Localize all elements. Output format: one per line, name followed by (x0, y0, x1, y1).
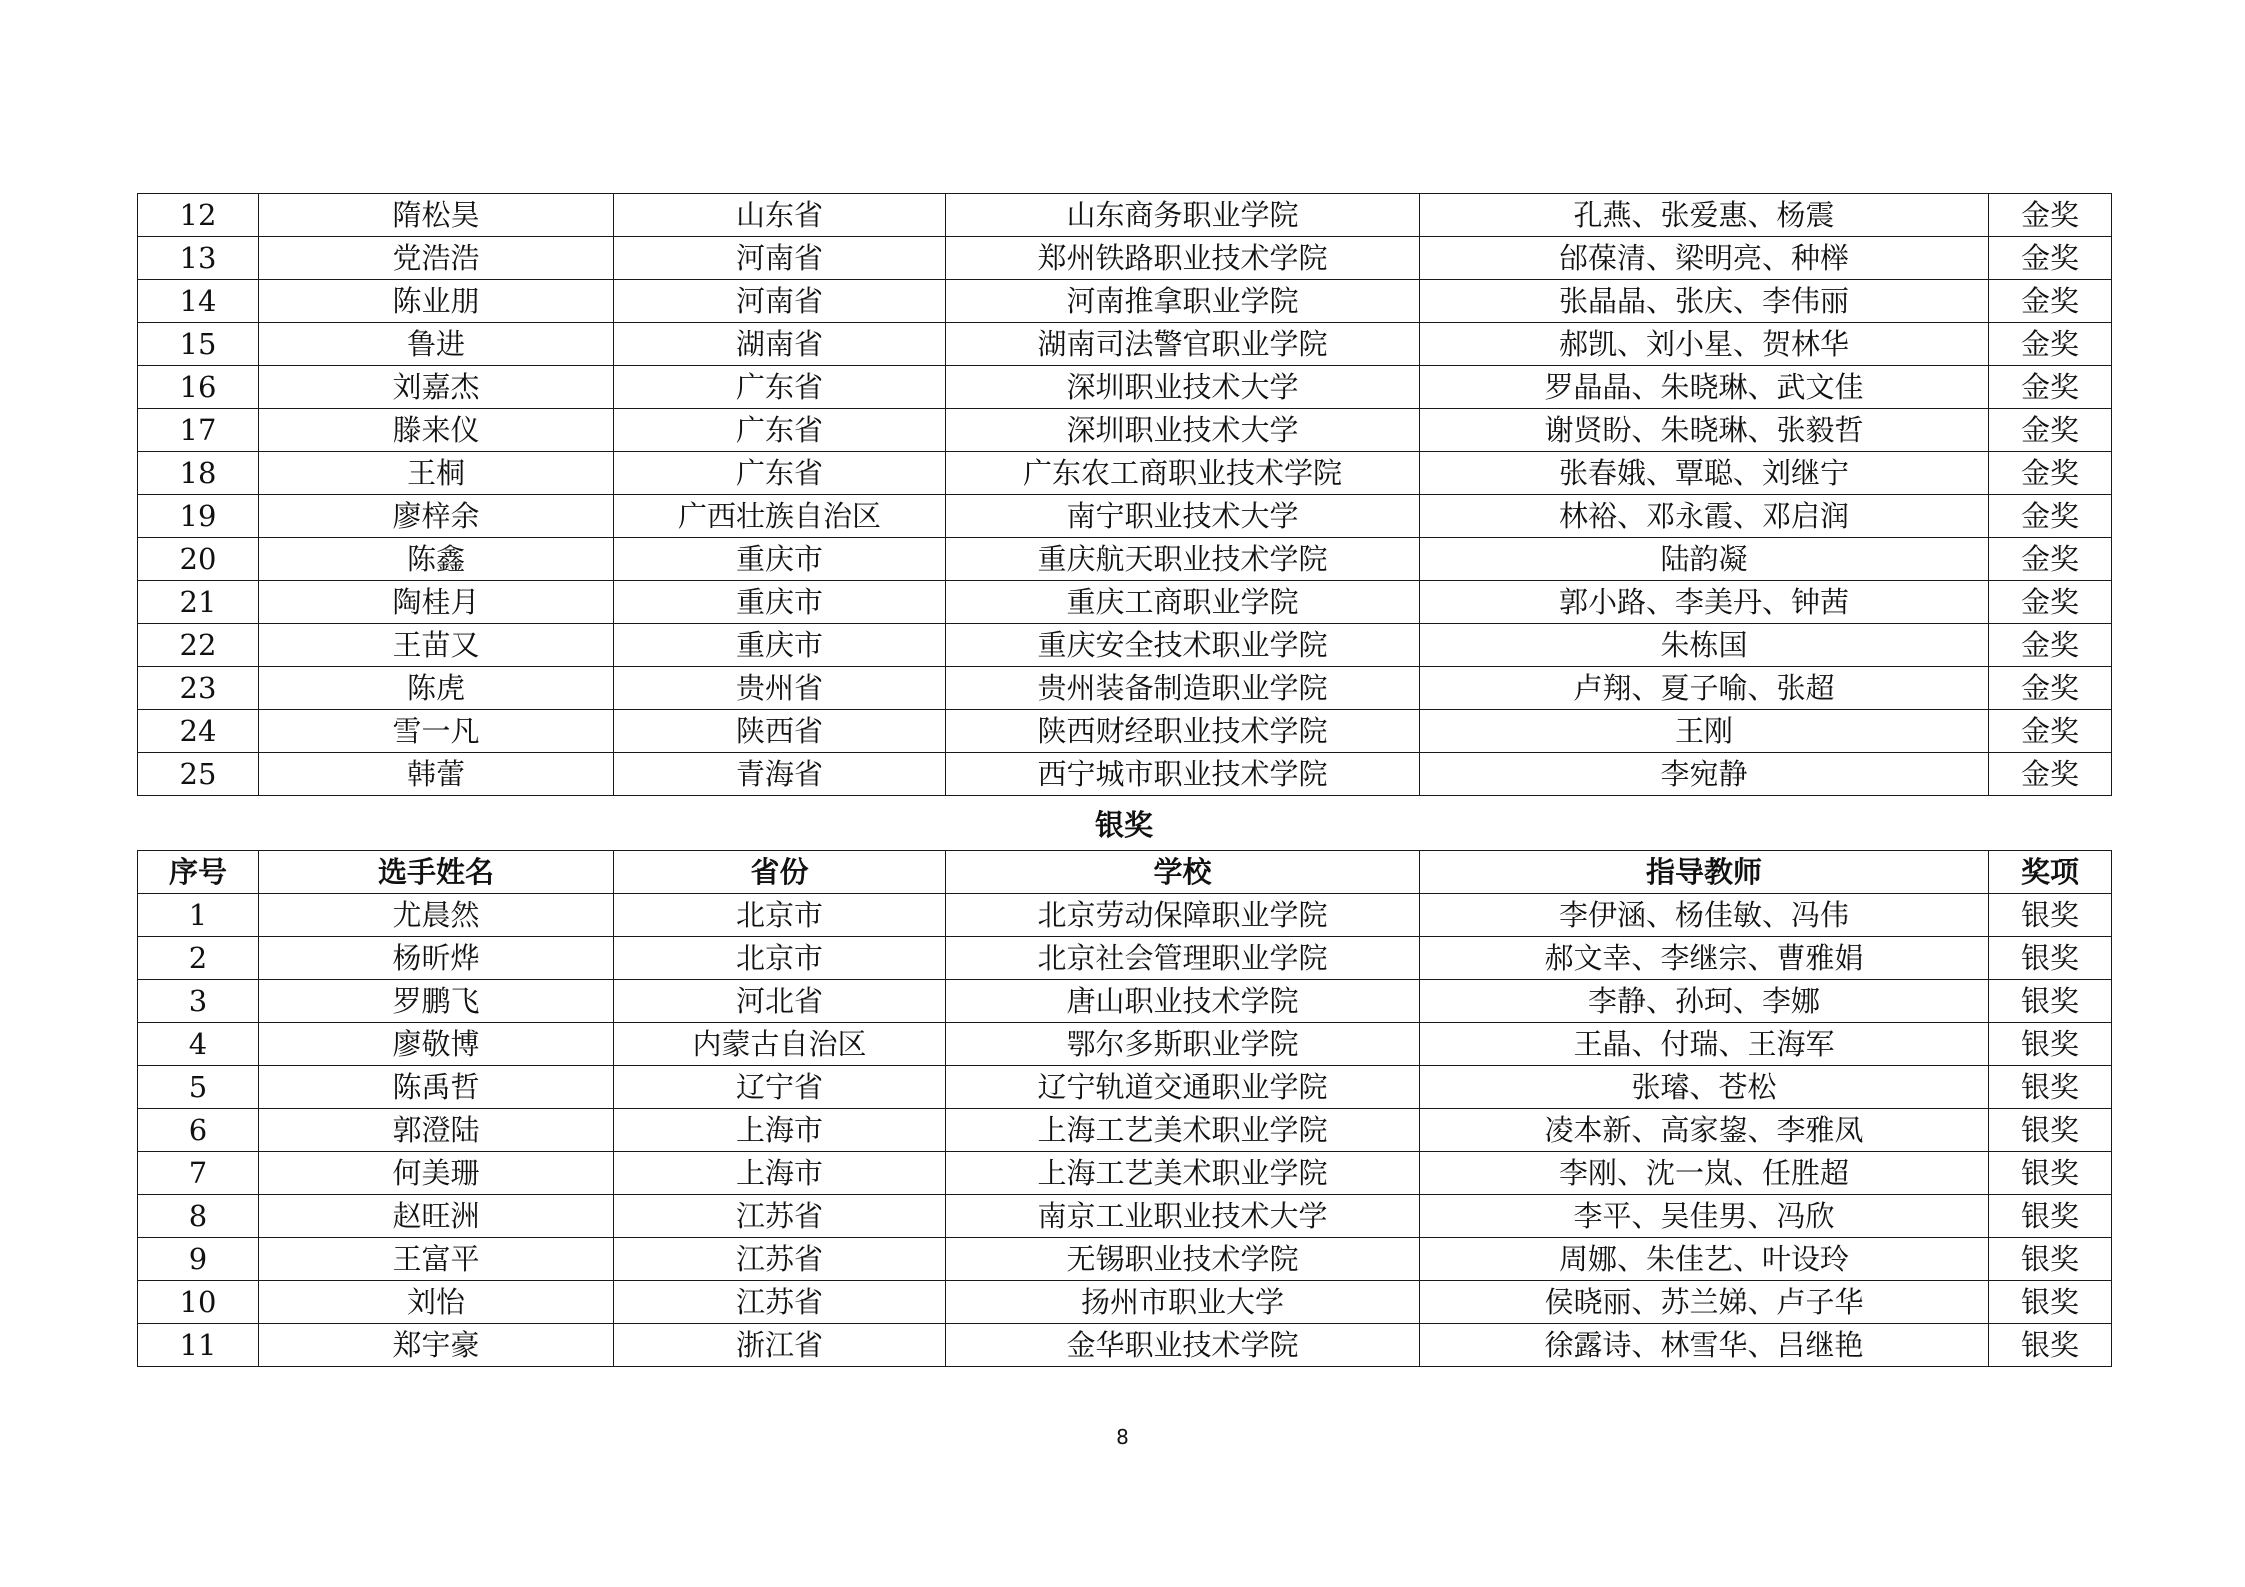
cell-award: 金奖 (1989, 237, 2112, 280)
cell-award: 金奖 (1989, 710, 2112, 753)
cell-award: 金奖 (1989, 452, 2112, 495)
cell-school: 深圳职业技术大学 (946, 366, 1420, 409)
cell-name: 陈虎 (259, 667, 614, 710)
cell-teachers: 林裕、邓永霞、邓启润 (1420, 495, 1989, 538)
cell-teachers: 张璿、苍松 (1420, 1066, 1989, 1109)
cell-teachers: 卢翔、夏子喻、张超 (1420, 667, 1989, 710)
table-row (138, 1324, 2112, 1367)
cell-teachers: 李宛静 (1420, 753, 1989, 796)
cell-award: 金奖 (1989, 667, 2112, 710)
silver-section-title: 银奖 (1094, 808, 1153, 842)
cell-province: 浙江省 (614, 1324, 946, 1367)
cell-name: 陈业朋 (259, 280, 614, 323)
cell-province: 湖南省 (614, 323, 946, 366)
cell-name: 党浩浩 (259, 237, 614, 280)
cell-name: 王苗又 (259, 624, 614, 667)
table-row (138, 581, 2112, 624)
table-row (138, 280, 2112, 323)
cell-teachers: 罗晶晶、朱晓琳、武文佳 (1420, 366, 1989, 409)
cell-province: 重庆市 (614, 581, 946, 624)
cell-award: 银奖 (1989, 1324, 2112, 1367)
cell-teachers: 朱栋国 (1420, 624, 1989, 667)
gold-table-body (138, 194, 2112, 796)
cell-no: 9 (138, 1238, 259, 1281)
cell-award: 银奖 (1989, 894, 2112, 937)
cell-province: 江苏省 (614, 1281, 946, 1324)
cell-school: 北京社会管理职业学院 (946, 937, 1420, 980)
table-row (138, 937, 2112, 980)
cell-school: 扬州市职业大学 (946, 1281, 1420, 1324)
cell-teachers: 徐露诗、林雪华、吕继艳 (1420, 1324, 1989, 1367)
cell-province: 北京市 (614, 937, 946, 980)
cell-province: 广东省 (614, 409, 946, 452)
cell-province: 河南省 (614, 280, 946, 323)
cell-province: 山东省 (614, 194, 946, 237)
cell-province: 江苏省 (614, 1195, 946, 1238)
cell-name: 廖敬博 (259, 1023, 614, 1066)
cell-name: 滕来仪 (259, 409, 614, 452)
cell-award: 金奖 (1989, 409, 2112, 452)
cell-school: 山东商务职业学院 (946, 194, 1420, 237)
cell-school: 南宁职业技术大学 (946, 495, 1420, 538)
cell-award: 银奖 (1989, 1238, 2112, 1281)
cell-province: 河北省 (614, 980, 946, 1023)
page-number: 8 (1116, 1425, 1129, 1449)
cell-name: 郑宇豪 (259, 1324, 614, 1367)
cell-no: 15 (138, 323, 259, 366)
cell-teachers: 张春娥、覃聪、刘继宁 (1420, 452, 1989, 495)
cell-name: 隋松昊 (259, 194, 614, 237)
cell-name: 廖梓余 (259, 495, 614, 538)
cell-province: 上海市 (614, 1152, 946, 1195)
cell-province: 陕西省 (614, 710, 946, 753)
cell-school: 郑州铁路职业技术学院 (946, 237, 1420, 280)
cell-province: 内蒙古自治区 (614, 1023, 946, 1066)
cell-school: 鄂尔多斯职业学院 (946, 1023, 1420, 1066)
cell-no: 14 (138, 280, 259, 323)
cell-no: 25 (138, 753, 259, 796)
cell-teachers: 侯晓丽、苏兰娣、卢子华 (1420, 1281, 1989, 1324)
cell-no: 19 (138, 495, 259, 538)
cell-school: 金华职业技术学院 (946, 1324, 1420, 1367)
cell-name: 王桐 (259, 452, 614, 495)
cell-no: 2 (138, 937, 259, 980)
cell-name: 杨昕烨 (259, 937, 614, 980)
table-row (138, 194, 2112, 237)
cell-school: 重庆航天职业技术学院 (946, 538, 1420, 581)
cell-name: 何美珊 (259, 1152, 614, 1195)
cell-teachers: 李刚、沈一岚、任胜超 (1420, 1152, 1989, 1195)
table-row (138, 1109, 2112, 1152)
cell-school: 无锡职业技术学院 (946, 1238, 1420, 1281)
cell-award: 金奖 (1989, 624, 2112, 667)
header-no: 序号 (138, 851, 259, 894)
cell-award: 银奖 (1989, 1066, 2112, 1109)
cell-teachers: 张晶晶、张庆、李伟丽 (1420, 280, 1989, 323)
cell-school: 唐山职业技术学院 (946, 980, 1420, 1023)
cell-no: 20 (138, 538, 259, 581)
header-name: 选手姓名 (259, 851, 614, 894)
cell-teachers: 陆韵凝 (1420, 538, 1989, 581)
cell-school: 北京劳动保障职业学院 (946, 894, 1420, 937)
cell-award: 金奖 (1989, 495, 2112, 538)
cell-no: 3 (138, 980, 259, 1023)
table-row (138, 1023, 2112, 1066)
cell-award: 银奖 (1989, 980, 2112, 1023)
cell-name: 陈鑫 (259, 538, 614, 581)
table-row (138, 1281, 2112, 1324)
cell-teachers: 王晶、付瑞、王海军 (1420, 1023, 1989, 1066)
cell-teachers: 凌本新、高家鋆、李雅凤 (1420, 1109, 1989, 1152)
table-row (138, 538, 2112, 581)
cell-name: 鲁进 (259, 323, 614, 366)
cell-teachers: 李静、孙珂、李娜 (1420, 980, 1989, 1023)
cell-award: 金奖 (1989, 323, 2112, 366)
table-header-row (138, 851, 2112, 894)
cell-award: 金奖 (1989, 581, 2112, 624)
table-row (138, 753, 2112, 796)
table-row (138, 624, 2112, 667)
cell-award: 金奖 (1989, 280, 2112, 323)
table-row (138, 710, 2112, 753)
cell-province: 北京市 (614, 894, 946, 937)
cell-name: 刘怡 (259, 1281, 614, 1324)
table-row (138, 1066, 2112, 1109)
silver-award-table (137, 850, 2112, 1367)
cell-province: 广西壮族自治区 (614, 495, 946, 538)
cell-province: 广东省 (614, 452, 946, 495)
cell-no: 12 (138, 194, 259, 237)
cell-province: 贵州省 (614, 667, 946, 710)
table-row (138, 980, 2112, 1023)
cell-name: 刘嘉杰 (259, 366, 614, 409)
table-row (138, 323, 2112, 366)
table-row (138, 1152, 2112, 1195)
cell-school: 陕西财经职业技术学院 (946, 710, 1420, 753)
cell-no: 24 (138, 710, 259, 753)
header-award: 奖项 (1989, 851, 2112, 894)
cell-award: 银奖 (1989, 1281, 2112, 1324)
table-row (138, 495, 2112, 538)
table-row (138, 1238, 2112, 1281)
cell-school: 广东农工商职业技术学院 (946, 452, 1420, 495)
header-province: 省份 (614, 851, 946, 894)
cell-province: 青海省 (614, 753, 946, 796)
cell-no: 7 (138, 1152, 259, 1195)
silver-table-body (138, 894, 2112, 1367)
cell-no: 1 (138, 894, 259, 937)
cell-no: 5 (138, 1066, 259, 1109)
cell-teachers: 郝凯、刘小星、贺林华 (1420, 323, 1989, 366)
cell-teachers: 周娜、朱佳艺、叶设玲 (1420, 1238, 1989, 1281)
cell-teachers: 郭小路、李美丹、钟茜 (1420, 581, 1989, 624)
cell-award: 金奖 (1989, 753, 2112, 796)
cell-name: 罗鹏飞 (259, 980, 614, 1023)
cell-no: 16 (138, 366, 259, 409)
cell-no: 4 (138, 1023, 259, 1066)
cell-province: 江苏省 (614, 1238, 946, 1281)
cell-teachers: 谢贤盼、朱晓琳、张毅哲 (1420, 409, 1989, 452)
cell-name: 郭澄陆 (259, 1109, 614, 1152)
cell-award: 银奖 (1989, 1152, 2112, 1195)
cell-award: 金奖 (1989, 538, 2112, 581)
cell-school: 深圳职业技术大学 (946, 409, 1420, 452)
cell-province: 辽宁省 (614, 1066, 946, 1109)
cell-teachers: 李伊涵、杨佳敏、冯伟 (1420, 894, 1989, 937)
cell-award: 金奖 (1989, 366, 2112, 409)
cell-teachers: 王刚 (1420, 710, 1989, 753)
cell-school: 贵州装备制造职业学院 (946, 667, 1420, 710)
header-school: 学校 (946, 851, 1420, 894)
table-row (138, 1195, 2112, 1238)
gold-award-table (137, 193, 2112, 796)
cell-name: 韩蕾 (259, 753, 614, 796)
cell-teachers: 李平、吴佳男、冯欣 (1420, 1195, 1989, 1238)
cell-teachers: 孔燕、张爱惠、杨震 (1420, 194, 1989, 237)
cell-name: 尤晨然 (259, 894, 614, 937)
table-row (138, 366, 2112, 409)
cell-no: 21 (138, 581, 259, 624)
table-row (138, 452, 2112, 495)
cell-name: 赵旺洲 (259, 1195, 614, 1238)
cell-name: 雪一凡 (259, 710, 614, 753)
cell-province: 重庆市 (614, 624, 946, 667)
table-row (138, 237, 2112, 280)
cell-school: 西宁城市职业技术学院 (946, 753, 1420, 796)
cell-teachers: 郝文幸、李继宗、曹雅娟 (1420, 937, 1989, 980)
cell-award: 银奖 (1989, 1109, 2112, 1152)
cell-province: 广东省 (614, 366, 946, 409)
cell-school: 重庆工商职业学院 (946, 581, 1420, 624)
cell-province: 河南省 (614, 237, 946, 280)
cell-school: 上海工艺美术职业学院 (946, 1109, 1420, 1152)
table-row (138, 409, 2112, 452)
cell-no: 18 (138, 452, 259, 495)
header-teachers: 指导教师 (1420, 851, 1989, 894)
cell-school: 湖南司法警官职业学院 (946, 323, 1420, 366)
cell-no: 23 (138, 667, 259, 710)
cell-school: 重庆安全技术职业学院 (946, 624, 1420, 667)
cell-award: 银奖 (1989, 937, 2112, 980)
cell-name: 王富平 (259, 1238, 614, 1281)
cell-no: 22 (138, 624, 259, 667)
cell-no: 10 (138, 1281, 259, 1324)
cell-award: 金奖 (1989, 194, 2112, 237)
cell-teachers: 邰葆清、梁明亮、种榉 (1420, 237, 1989, 280)
cell-name: 陶桂月 (259, 581, 614, 624)
cell-award: 银奖 (1989, 1023, 2112, 1066)
cell-province: 上海市 (614, 1109, 946, 1152)
cell-school: 上海工艺美术职业学院 (946, 1152, 1420, 1195)
cell-school: 河南推拿职业学院 (946, 280, 1420, 323)
cell-no: 13 (138, 237, 259, 280)
cell-award: 银奖 (1989, 1195, 2112, 1238)
cell-school: 南京工业职业技术大学 (946, 1195, 1420, 1238)
cell-no: 11 (138, 1324, 259, 1367)
table-row (138, 667, 2112, 710)
cell-no: 8 (138, 1195, 259, 1238)
cell-no: 17 (138, 409, 259, 452)
table-row (138, 894, 2112, 937)
cell-name: 陈禹哲 (259, 1066, 614, 1109)
cell-school: 辽宁轨道交通职业学院 (946, 1066, 1420, 1109)
cell-province: 重庆市 (614, 538, 946, 581)
cell-no: 6 (138, 1109, 259, 1152)
